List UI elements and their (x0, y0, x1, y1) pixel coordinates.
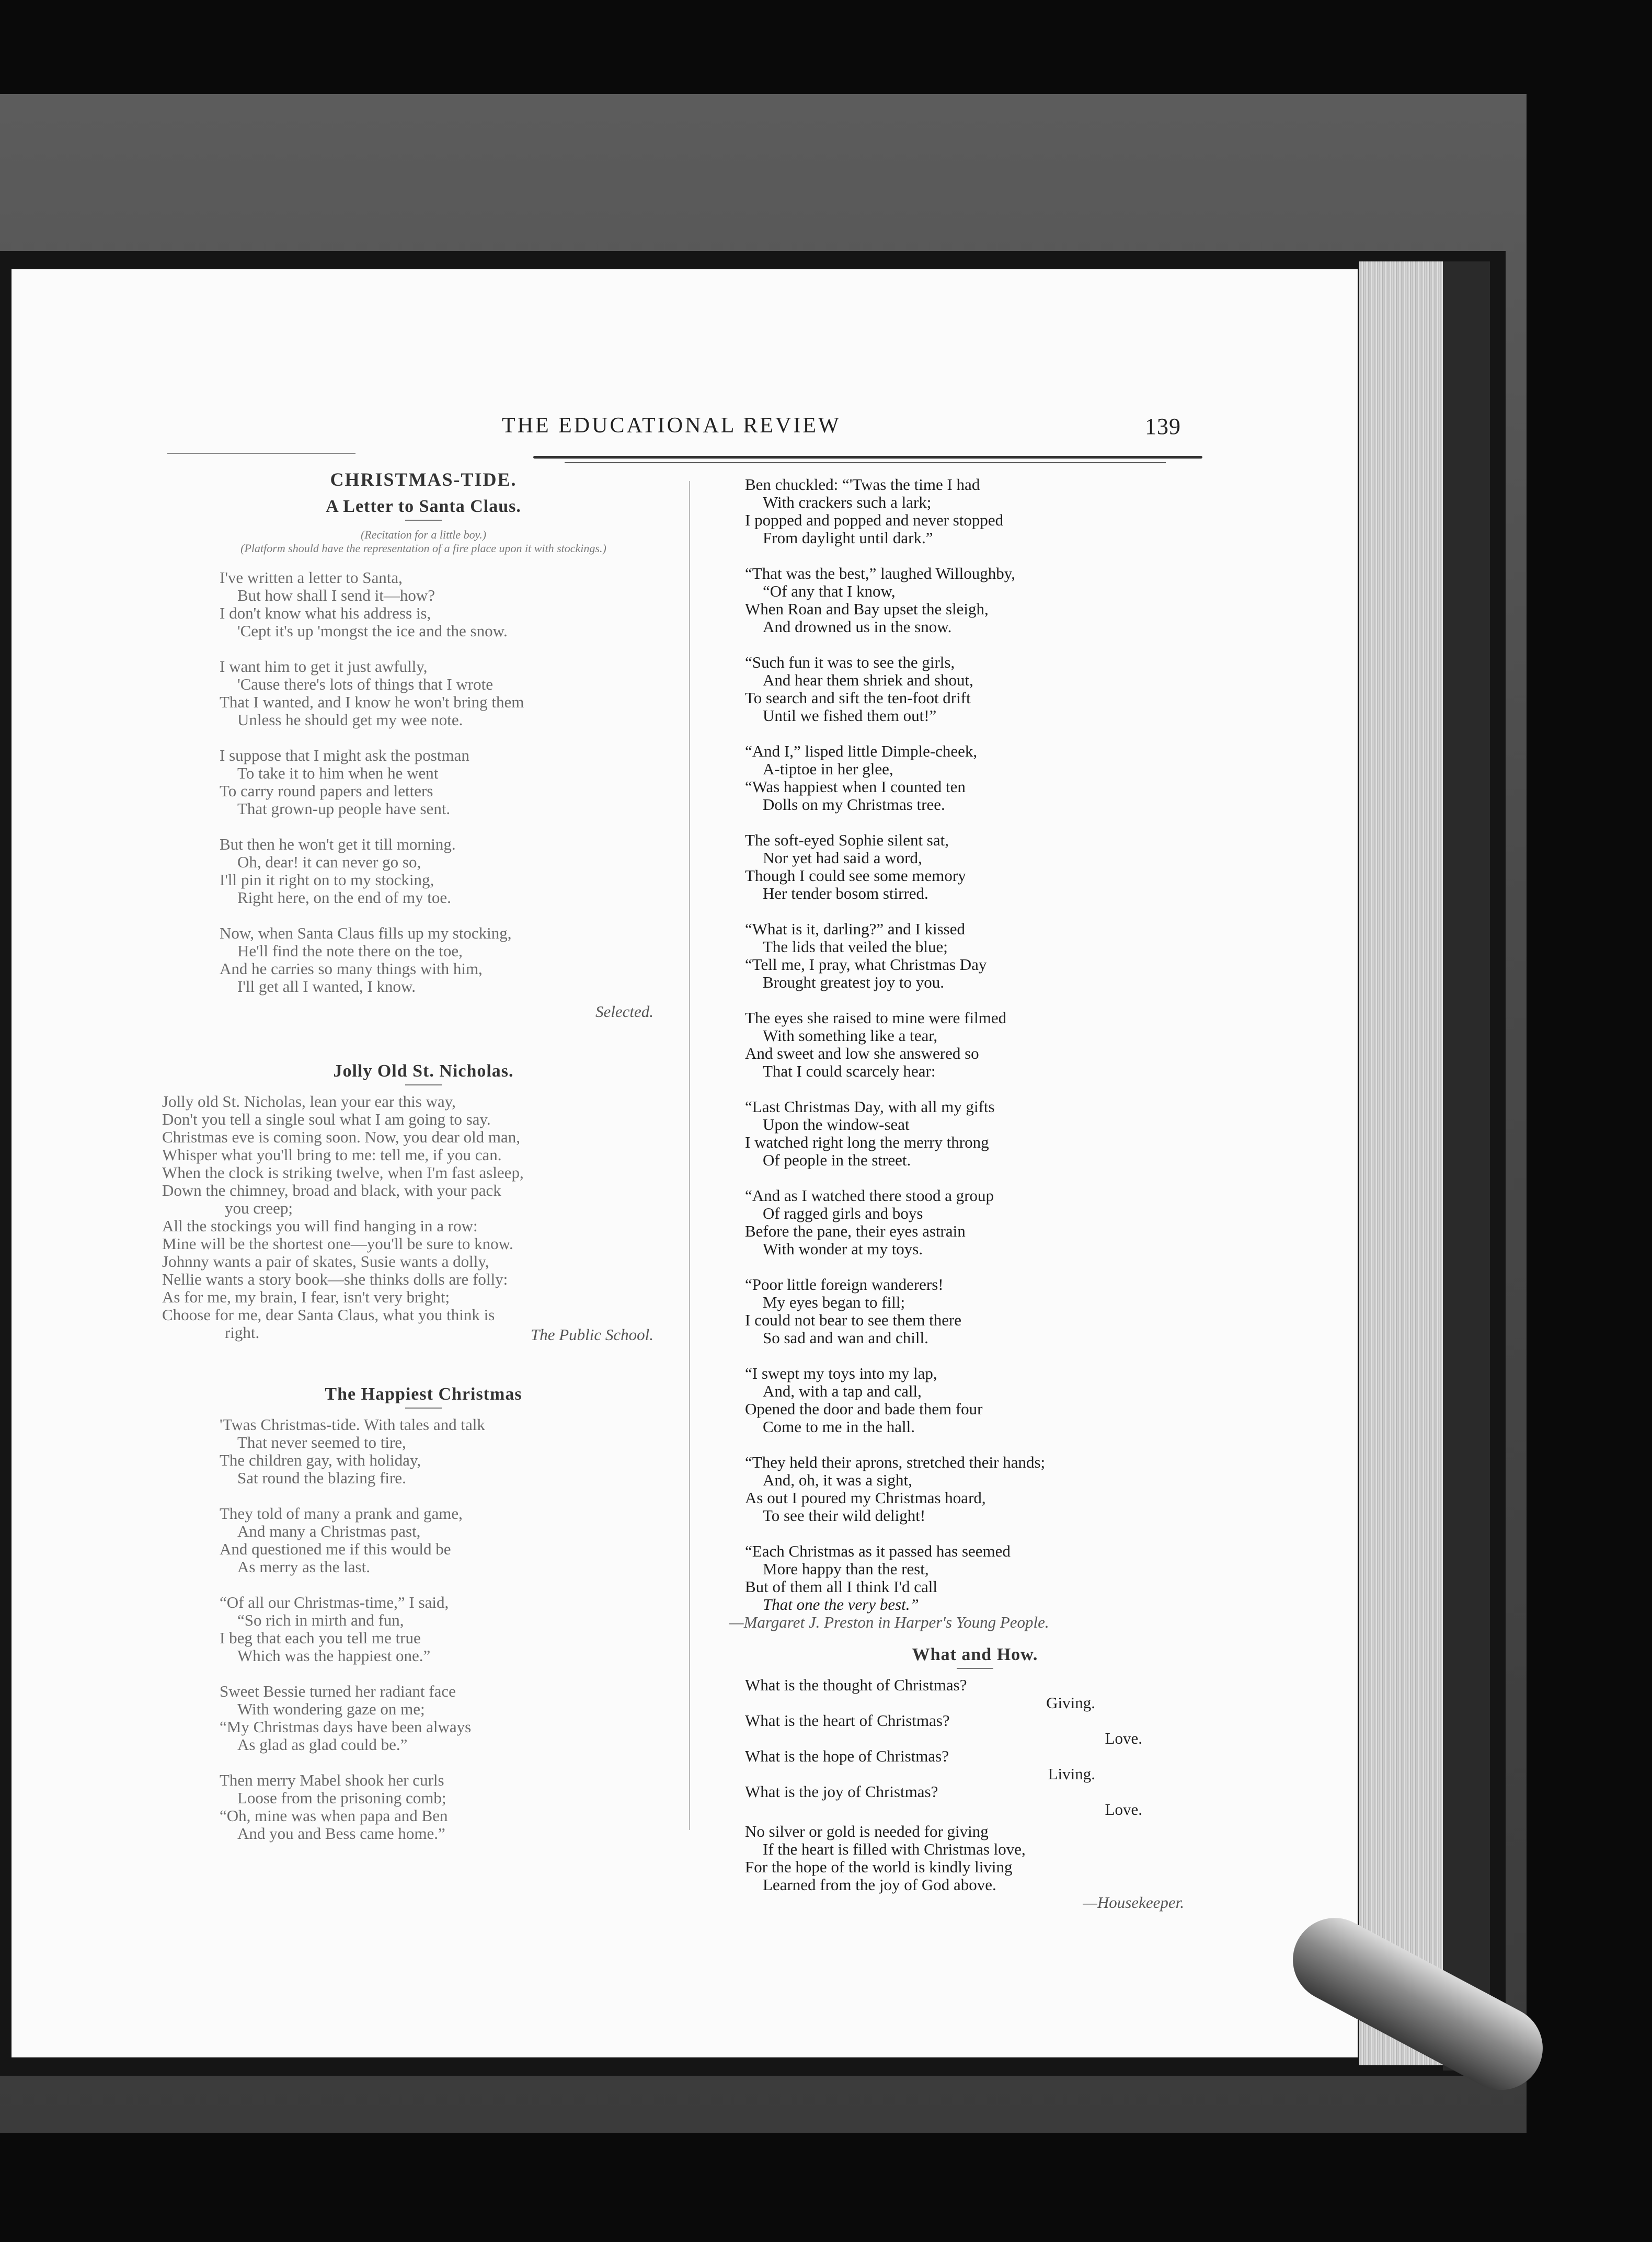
poem-line: With wonder at my toys. (763, 1240, 923, 1258)
what-how-qa (745, 1676, 1205, 1818)
poem-line: I could not bear to see them there (745, 1311, 962, 1329)
answer-line: Love. (1105, 1800, 1142, 1818)
poem-line: Sat round the blazing fire. (237, 1469, 406, 1487)
poem-line: right. (225, 1323, 260, 1342)
poem-line: Though I could see some memory (745, 866, 966, 885)
poem-line: “Such fun it was to see the girls, (745, 653, 955, 671)
right-stanza-3 (745, 654, 1205, 725)
poem-line: 'Twas Christmas-tide. With tales and talk (220, 1415, 485, 1434)
header-rule-thin (565, 462, 1166, 463)
poem-line: Which was the happiest one.” (237, 1646, 431, 1665)
poem-line: To see their wild delight! (763, 1506, 926, 1525)
poem-line: With wondering gaze on me; (237, 1700, 425, 1718)
poem-line: I'll get all I wanted, I know. (237, 977, 416, 996)
poem-line: With something like a tear, (763, 1026, 938, 1045)
poem-line: Christmas eve is coming soon. Now, you dear old man, (162, 1128, 521, 1146)
poem-line: “Last Christmas Day, with all my gifts (745, 1097, 995, 1116)
poem-line: Whisper what you'll bring to me: tell me, if you can. (162, 1146, 502, 1164)
right-stanza-12 (745, 1454, 1205, 1525)
poem-line: Until we fished them out!” (763, 706, 937, 725)
poem-line: More happy than the rest, (763, 1560, 929, 1578)
poem-line: “What is it, darling?” and I kissed (745, 920, 965, 938)
poem-line: “And as I watched there stood a group (745, 1186, 994, 1205)
what-how-closing (745, 1823, 1205, 1894)
poem-line: That one the very best.” (763, 1595, 919, 1614)
poem-line: Brought greatest joy to you. (763, 973, 944, 991)
question-line: What is the thought of Christmas? (745, 1676, 967, 1694)
poem-line: My eyes began to fill; (763, 1293, 905, 1311)
poem-line: And hear them shriek and shout, (763, 671, 973, 689)
right-stanza-11 (745, 1365, 1205, 1436)
poem-line: But of them all I think I'd call (745, 1577, 938, 1596)
poem-line: When the clock is striking twelve, when I'm fast asleep, (162, 1163, 524, 1182)
poem-line: Unless he should get my wee note. (237, 711, 463, 729)
letter-stanza-5 (220, 924, 685, 996)
housekeeper-attribution: —Housekeeper. (1083, 1893, 1184, 1912)
poem-line: you creep; (225, 1199, 293, 1217)
poem-line: Dolls on my Christmas tree. (763, 795, 945, 814)
right-stanza-10 (745, 1276, 1205, 1347)
poem-line: Her tender bosom stirred. (763, 884, 928, 902)
letter-attribution: Selected. (595, 1002, 653, 1021)
happiest-stanza-2 (220, 1505, 685, 1576)
letter-stanza-1 (220, 569, 685, 640)
right-stanza-13 (745, 1542, 1205, 1614)
answer-line: Love. (1105, 1729, 1142, 1747)
poem-line: “Was happiest when I counted ten (745, 777, 966, 796)
poem-line: Right here, on the end of my toe. (237, 888, 451, 907)
poem-line: “Tell me, I pray, what Christmas Day (745, 955, 987, 974)
poem-line: Ben chuckled: “'Twas the time I had (745, 475, 980, 494)
right-stanza-9 (745, 1187, 1205, 1258)
poem-line: That never seemed to tire, (237, 1433, 406, 1451)
left-column (162, 471, 685, 1860)
right-stanza-4 (745, 742, 1205, 814)
right-stanza-1 (745, 476, 1205, 547)
happiest-stanza-3 (220, 1594, 685, 1665)
poem-line: I suppose that I might ask the postman (220, 746, 469, 764)
poem-line: Before the pane, their eyes astrain (745, 1222, 966, 1240)
poem-line: And many a Christmas past, (237, 1522, 421, 1540)
happiest-title: The Happiest Christmas (325, 1385, 522, 1404)
poem-line: “That was the best,” laughed Willoughby, (745, 564, 1016, 582)
poem-line: Mine will be the shortest one—you'll be sure to know. (162, 1234, 513, 1253)
poem-line: And he carries so many things with him, (220, 959, 483, 978)
poem-line: And you and Bess came home.” (237, 1824, 445, 1843)
happiest-stanza-1 (220, 1416, 685, 1487)
poem-line: From daylight until dark.” (763, 529, 933, 547)
poem-line: “Of all our Christmas-time,” I said, (220, 1593, 449, 1611)
jolly-text (162, 1093, 685, 1342)
page-number: 139 (1145, 414, 1181, 439)
poem-line: Don't you tell a single soul what I am going to say. (162, 1110, 491, 1128)
book-cover-edge (1443, 261, 1490, 2071)
title-dash (405, 1408, 442, 1409)
letter-stanza-3 (220, 747, 685, 818)
title-dash (957, 1668, 993, 1669)
poem-line: To carry round papers and letters (220, 782, 433, 800)
poem-line: The children gay, with holiday, (220, 1451, 421, 1469)
poem-line: But how shall I send it—how? (237, 586, 435, 604)
right-stanza-7 (745, 1009, 1205, 1080)
poem-line: When Roan and Bay upset the sleigh, (745, 600, 989, 618)
right-stanza-5 (745, 831, 1205, 902)
poem-line: “They held their aprons, stretched their hands; (745, 1453, 1046, 1471)
poem-line: Learned from the joy of God above. (763, 1875, 996, 1894)
letter-note-2: (Platform should have the representation of a fire place upon it with stockings.) (240, 542, 606, 555)
poem-line: The lids that veiled the blue; (763, 937, 948, 956)
happiest-stanza-4 (220, 1683, 685, 1754)
poem-line: I watched right long the merry throng (745, 1133, 989, 1151)
header-rule-left (167, 453, 355, 454)
answer-line: Giving. (1046, 1694, 1095, 1712)
poem-line: Now, when Santa Claus fills up my stocking, (220, 924, 512, 942)
poem-line: Sweet Bessie turned her radiant face (220, 1682, 456, 1700)
poem-line: I want him to get it just awfully, (220, 657, 428, 676)
poem-line: I don't know what his address is, (220, 604, 431, 622)
question-line: What is the hope of Christmas? (745, 1747, 949, 1765)
jolly-attribution: The Public School. (530, 1325, 653, 1344)
right-stanza-8 (745, 1098, 1205, 1169)
poem-line: That I could scarcely hear: (763, 1062, 936, 1080)
column-divider (689, 481, 690, 1830)
poem-line: Choose for me, dear Santa Claus, what you think is (162, 1306, 495, 1324)
poem-line: To search and sift the ten-foot drift (745, 689, 971, 707)
title-dash (405, 520, 442, 521)
poem-line: Loose from the prisoning comb; (237, 1789, 446, 1807)
poem-line: Of ragged girls and boys (763, 1204, 923, 1222)
poem-line: And drowned us in the snow. (763, 617, 952, 636)
poem-line: With crackers such a lark; (763, 493, 932, 511)
poem-line: I beg that each you tell me true (220, 1629, 421, 1647)
page-edges (1359, 261, 1443, 2065)
poem-line: “Each Christmas as it passed has seemed (745, 1542, 1011, 1560)
poem-line: As for me, my brain, I fear, isn't very bright; (162, 1288, 450, 1306)
poem-line: The eyes she raised to mine were filmed (745, 1009, 1007, 1027)
question-line: What is the heart of Christmas? (745, 1711, 950, 1730)
answer-line: Living. (1048, 1765, 1095, 1783)
poem-line: “My Christmas days have been always (220, 1718, 472, 1736)
poem-line: Johnny wants a pair of skates, Susie wants a dolly, (162, 1252, 489, 1271)
journal-title: THE EDUCATIONAL REVIEW (502, 414, 841, 438)
poem-line: So sad and wan and chill. (763, 1329, 928, 1347)
letter-stanza-2 (220, 658, 685, 729)
poem-line: For the hope of the world is kindly living (745, 1858, 1013, 1876)
poem-line: No silver or gold is needed for giving (745, 1822, 989, 1840)
poem-line: I'll pin it right on to my stocking, (220, 871, 434, 889)
poem-line: I popped and popped and never stopped (745, 511, 1004, 529)
happiest-stanza-5 (220, 1771, 685, 1843)
poem-line: 'Cause there's lots of things that I wrote (237, 675, 493, 693)
poem-line: Then merry Mabel shook her curls (220, 1771, 444, 1789)
poem-line: “I swept my toys into my lap, (745, 1364, 937, 1382)
poem-line: That I wanted, and I know he won't bring them (220, 693, 524, 711)
poem-line: As merry as the last. (237, 1558, 370, 1576)
poem-line: Come to me in the hall. (763, 1417, 915, 1436)
right-column (729, 475, 1205, 1932)
poem-line: “So rich in mirth and fun, (237, 1611, 404, 1629)
right-stanza-2 (745, 565, 1205, 636)
poem-line: As out I poured my Christmas hoard, (745, 1489, 986, 1507)
poem-line: The soft-eyed Sophie silent sat, (745, 831, 949, 849)
poem-line: I've written a letter to Santa, (220, 568, 403, 587)
poem-line: If the heart is filled with Christmas love, (763, 1840, 1026, 1858)
poem-line: Opened the door and bade them four (745, 1400, 983, 1418)
poem-line: 'Cept it's up 'mongst the ice and the snow. (237, 622, 508, 640)
poem-line: All the stockings you will find hanging in a row: (162, 1217, 478, 1235)
header-rule (533, 456, 1202, 459)
poem-line: And, with a tap and call, (763, 1382, 922, 1400)
poem-line: He'll find the note there on the toe, (237, 942, 463, 960)
letter-note-1: (Recitation for a little boy.) (360, 528, 487, 541)
poem-line: But then he won't get it till morning. (220, 835, 456, 853)
poem-line: “Oh, mine was when papa and Ben (220, 1806, 448, 1825)
poem-line: As glad as glad could be.” (237, 1735, 408, 1754)
poem-line: Of people in the street. (763, 1151, 911, 1169)
poem-line: Nellie wants a story book—she thinks dolls are folly: (162, 1270, 508, 1288)
preston-attribution: —Margaret J. Preston in Harper's Young People. (729, 1613, 1049, 1631)
poem-line: Nor yet had said a word, (763, 849, 922, 867)
letter-title: A Letter to Santa Claus. (326, 497, 521, 516)
poem-line: To take it to him when he went (237, 764, 439, 782)
letter-stanza-4 (220, 836, 685, 907)
poem-line: And sweet and low she answered so (745, 1044, 979, 1062)
poem-line: And, oh, it was a sight, (763, 1471, 912, 1489)
poem-line: Upon the window-seat (763, 1115, 910, 1134)
what-how-title: What and How. (912, 1645, 1038, 1664)
poem-line: And questioned me if this would be (220, 1540, 451, 1558)
poem-line: “Poor little foreign wanderers! (745, 1275, 944, 1294)
poem-line: Down the chimney, broad and black, with your pack (162, 1181, 501, 1199)
poem-line: “Of any that I know, (763, 582, 896, 600)
poem-line: That grown-up people have sent. (237, 799, 451, 818)
poem-line: A-tiptoe in her glee, (763, 760, 893, 778)
poem-line: Jolly old St. Nicholas, lean your ear this way, (162, 1092, 456, 1111)
poem-line: Oh, dear! it can never go so, (237, 853, 421, 871)
jolly-title: Jolly Old St. Nicholas. (333, 1061, 514, 1081)
poem-line: They told of many a prank and game, (220, 1504, 463, 1523)
poem-line: “And I,” lisped little Dimple-cheek, (745, 742, 978, 760)
section-title: CHRISTMAS-TIDE. (330, 469, 517, 490)
question-line: What is the joy of Christmas? (745, 1782, 938, 1801)
right-stanza-6 (745, 920, 1205, 991)
title-dash (405, 1084, 442, 1085)
